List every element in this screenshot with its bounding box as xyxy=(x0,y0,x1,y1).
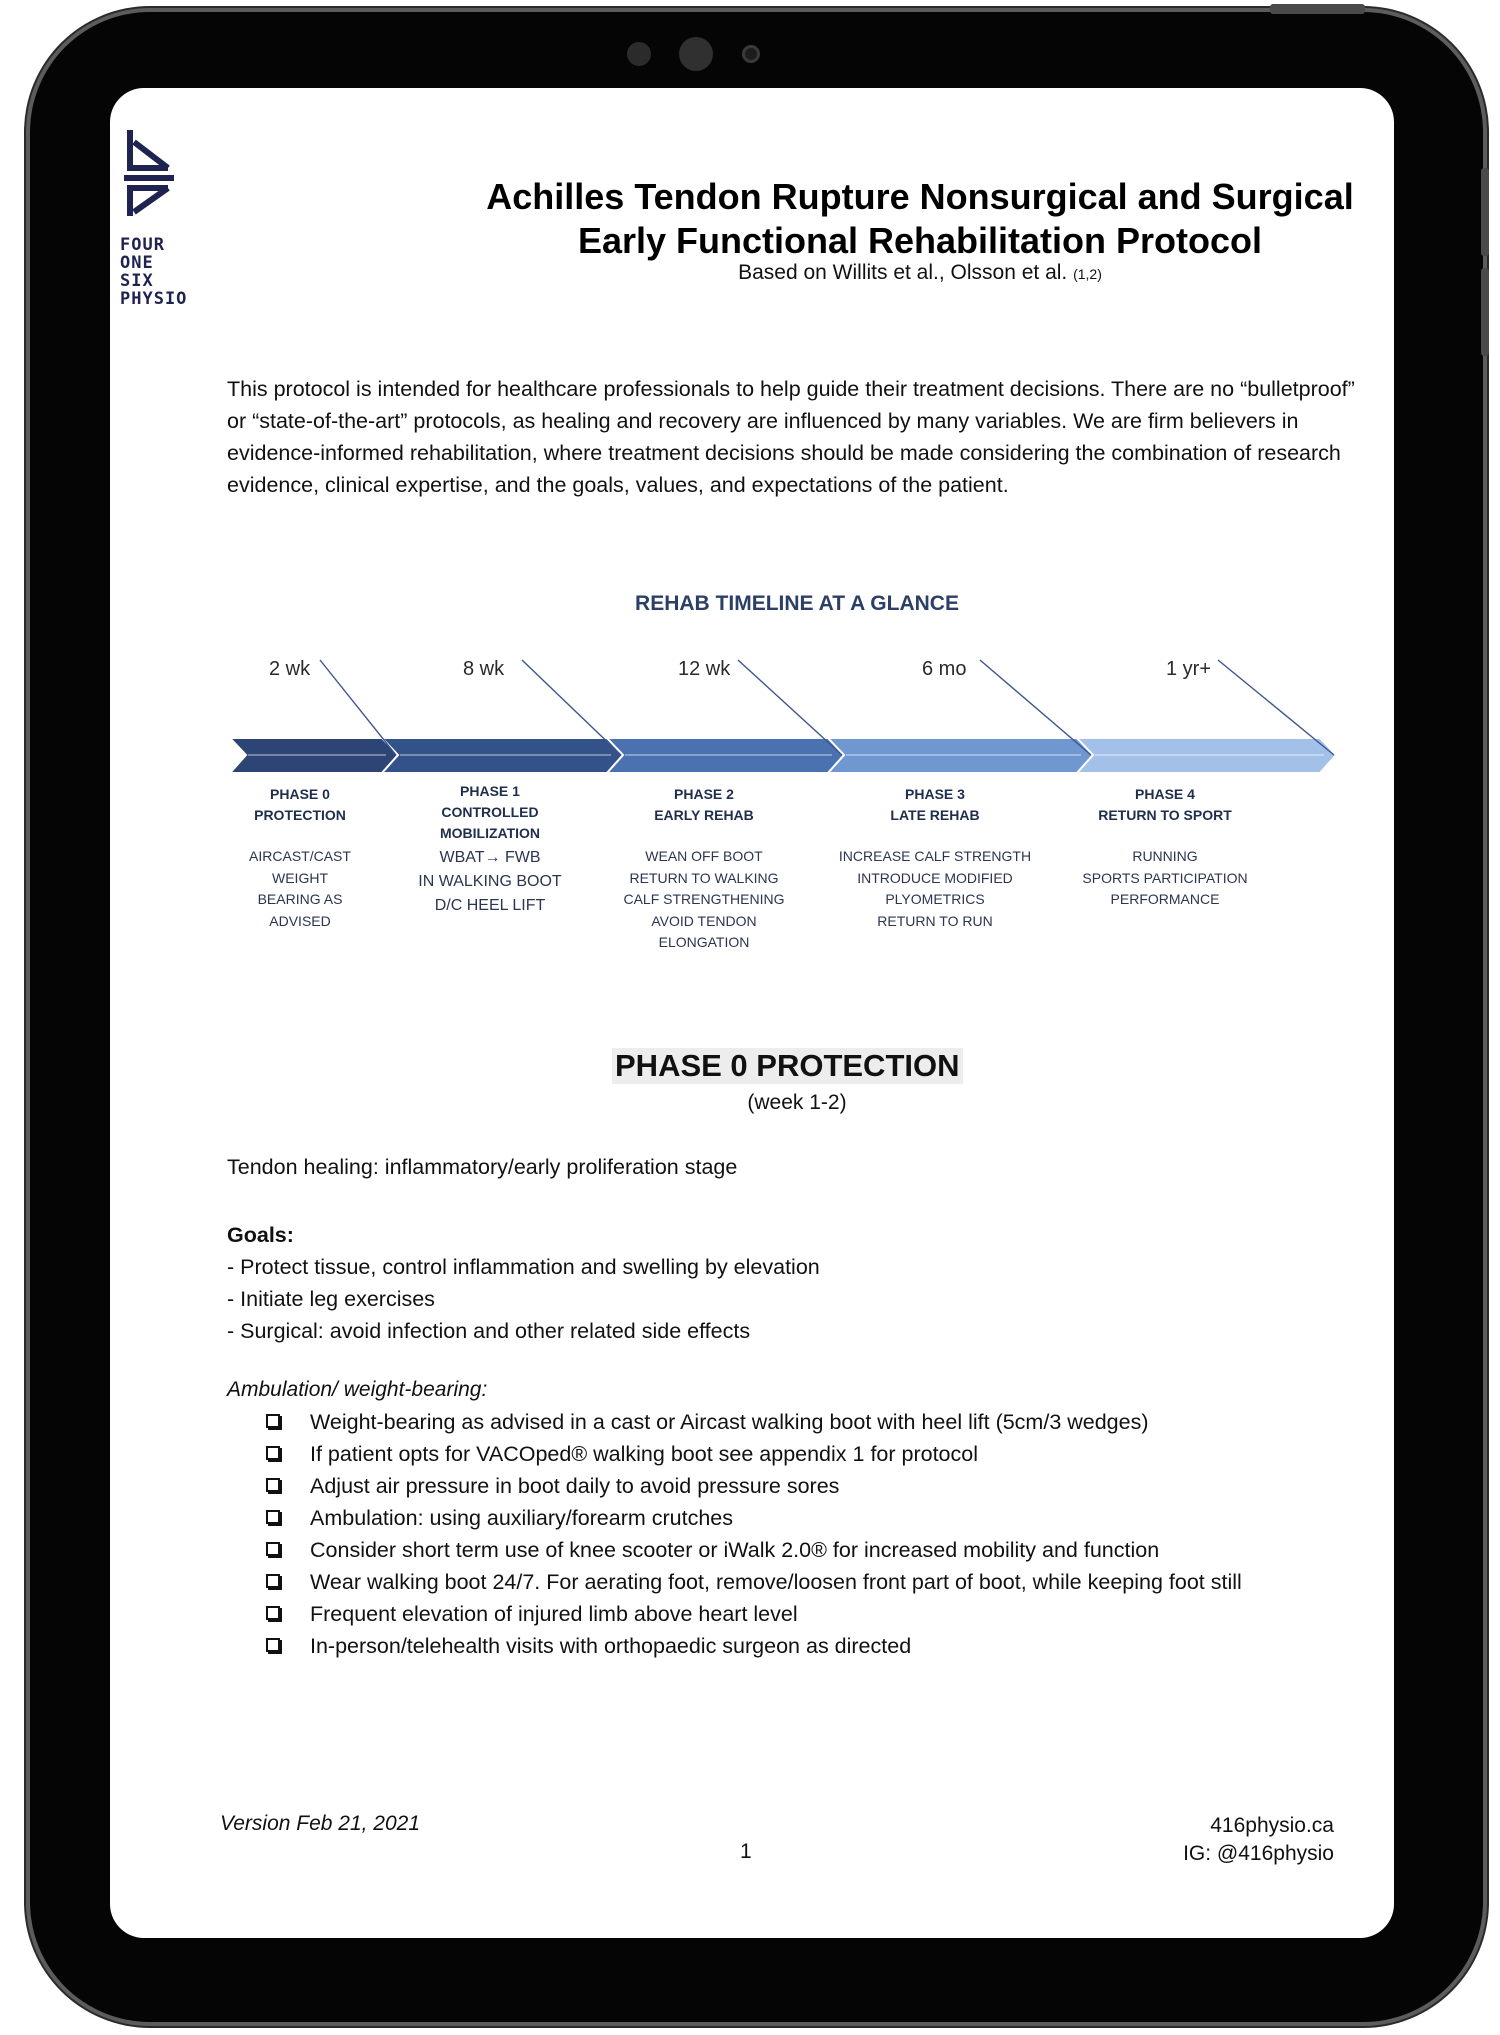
list-item-text: If patient opts for VACOped® walking boot see appendix 1 for protocol xyxy=(310,1442,979,1466)
timeline-phase-2 xyxy=(594,784,814,954)
timeline-pointer-line xyxy=(522,660,621,755)
timeline-pointer-line xyxy=(1218,660,1334,755)
footer-instagram-link[interactable]: IG: @416physio xyxy=(1183,1842,1334,1865)
logo-line: SIX xyxy=(120,271,154,291)
logo-line: PHYSIO xyxy=(120,289,188,309)
phase-desc-line: PLYOMETRICS xyxy=(885,891,985,907)
phase-desc-line: CALF STRENGTHENING xyxy=(623,891,785,907)
phase-desc-line: INTRODUCE MODIFIED xyxy=(857,869,1013,886)
section-weeks: (week 1-2) xyxy=(747,1091,847,1114)
phase-desc-line: AIRCAST/CAST xyxy=(249,848,351,864)
checkbox-icon xyxy=(266,1574,280,1588)
goal-item: - Initiate leg exercises xyxy=(227,1287,435,1311)
timeline-segment xyxy=(1077,738,1336,773)
camera-icon xyxy=(679,37,713,71)
timeline-segment xyxy=(607,738,844,773)
subtitle-reference: (1,2) xyxy=(1073,266,1102,282)
footer-contact xyxy=(1183,1812,1334,1868)
timeline-heading: REHAB TIMELINE AT A GLANCE xyxy=(635,592,959,615)
document-title-line-2: Early Functional Rehabilitation Protocol xyxy=(577,220,1263,261)
phase-subtitle: MOBILIZATION xyxy=(439,825,541,841)
checkbox-icon xyxy=(266,1446,280,1460)
list-item-text: Frequent elevation of injured limb above heart level xyxy=(310,1602,798,1626)
list-item xyxy=(266,1438,1242,1470)
phase-desc-line: WBAT→ FWB xyxy=(439,849,541,866)
volume-down-button xyxy=(1481,268,1489,356)
goals-heading: Goals: xyxy=(227,1223,294,1247)
phase-name: PHASE 2 xyxy=(674,786,734,802)
phase-subtitle: RETURN TO SPORT xyxy=(1098,807,1232,823)
phase-desc-line: PERFORMANCE xyxy=(1110,891,1220,907)
phase-name: PHASE 4 xyxy=(1135,786,1195,802)
phase-desc-line: AVOID TENDON xyxy=(651,912,757,929)
list-item-text: Wear walking boot 24/7. For aerating foot, remove/loosen front part of boot, while keeping foot still xyxy=(310,1570,1242,1594)
timeline-segment xyxy=(828,738,1093,773)
phase-subtitle: PROTECTION xyxy=(254,807,346,823)
timeline-phase-4 xyxy=(1050,784,1280,911)
list-item xyxy=(266,1566,1242,1598)
document-title-line-1: Achilles Tendon Rupture Nonsurgical and Surgical xyxy=(486,176,1354,217)
checkbox-icon xyxy=(266,1510,280,1524)
checkbox-icon xyxy=(266,1542,280,1556)
healing-stage: Tendon healing: inflammatory/early proliferation stage xyxy=(227,1155,738,1179)
list-item-text: Adjust air pressure in boot daily to avoid pressure sores xyxy=(310,1474,840,1498)
goal-item: - Surgical: avoid infection and other related side effects xyxy=(227,1319,751,1343)
ambulation-heading: Ambulation/ weight-bearing: xyxy=(227,1378,488,1401)
timeline-time-label: 12 wk xyxy=(678,658,731,680)
list-item-text: In-person/telehealth visits with orthopaedic surgeon as directed xyxy=(310,1634,912,1658)
phase-name: PHASE 0 xyxy=(270,786,330,802)
list-item xyxy=(266,1598,1242,1630)
logo-mark-icon xyxy=(120,128,180,218)
timeline-segment xyxy=(230,738,398,773)
logo-line: ONE xyxy=(120,253,154,273)
logo-line: FOUR xyxy=(120,235,165,255)
camera-lens-icon xyxy=(742,45,760,63)
phase-subtitle: EARLY REHAB xyxy=(654,807,754,823)
checkbox-icon xyxy=(266,1606,280,1620)
timeline-phase-0 xyxy=(200,784,400,932)
phase-desc-line: INCREASE CALF STRENGTH xyxy=(838,848,1032,864)
phase-name: PHASE 3 xyxy=(905,786,965,802)
timeline-phase-3 xyxy=(810,784,1060,932)
goal-item: - Protect tissue, control inflammation and swelling by elevation xyxy=(227,1255,820,1279)
intro-paragraph: This protocol is intended for healthcare professionals to help guide their treatment decisions. There are no “bulletproof” or “state-of-the-art” protocols, as healing and recovery are influenced by many variables. We are firm believers in evidence-informed rehabilitation, where treatment decisions should be made considering the combination of research evidence, clinical expertise, and the goals, values, and expectations of the patient. xyxy=(227,377,1355,497)
footer-version: Version Feb 21, 2021 xyxy=(220,1812,421,1835)
phase-subtitle: CONTROLLED xyxy=(441,804,539,820)
timeline-time-label: 1 yr+ xyxy=(1166,658,1212,680)
phase-desc-line: RUNNING xyxy=(1132,848,1198,864)
phase-desc-line: IN WALKING BOOT xyxy=(418,873,562,890)
phase-desc-line: RETURN TO WALKING xyxy=(629,869,779,886)
timeline-segment xyxy=(382,738,623,773)
phase-subtitle: LATE REHAB xyxy=(890,807,980,823)
subtitle-text: Based on Willits et al., Olsson et al. xyxy=(738,261,1068,284)
list-item xyxy=(266,1534,1242,1566)
phase-desc-line: RETURN TO RUN xyxy=(877,912,993,929)
list-item-text: Consider short term use of knee scooter or iWalk 2.0® for increased mobility and function xyxy=(310,1538,1160,1562)
list-item-text: Ambulation: using auxiliary/forearm crutches xyxy=(310,1506,734,1530)
sensor-icon xyxy=(627,42,651,66)
checkbox-icon xyxy=(266,1478,280,1492)
timeline-pointer-line xyxy=(738,660,842,755)
phase-desc-line: SPORTS PARTICIPATION xyxy=(1082,869,1248,886)
list-item xyxy=(266,1406,1242,1438)
timeline-time-label: 2 wk xyxy=(269,658,311,680)
timeline-pointer-line xyxy=(320,660,396,755)
checkbox-icon xyxy=(266,1638,280,1652)
footer-website-link[interactable]: 416physio.ca xyxy=(1210,1814,1334,1837)
timeline-time-label: 6 mo xyxy=(922,658,967,680)
logo xyxy=(120,128,220,308)
timeline-time-label: 8 wk xyxy=(463,658,505,680)
goals-block xyxy=(227,1219,820,1347)
phase-desc-line: WEAN OFF BOOT xyxy=(645,848,763,864)
timeline-pointer-line xyxy=(980,660,1091,755)
ambulation-list xyxy=(266,1406,1242,1662)
list-item xyxy=(266,1470,1242,1502)
phase-desc-line: ELONGATION xyxy=(658,934,750,950)
section-title: PHASE 0 PROTECTION xyxy=(612,1048,963,1084)
document-subtitle xyxy=(360,261,1394,285)
power-button xyxy=(1270,4,1365,14)
page-number: 1 xyxy=(740,1840,752,1863)
phase-desc-line: WEIGHT xyxy=(272,869,328,886)
phase-desc-line: BEARING AS xyxy=(257,891,343,907)
timeline-phase-1 xyxy=(380,781,600,918)
phase-desc-line: ADVISED xyxy=(269,912,331,929)
volume-up-button xyxy=(1481,168,1489,256)
document-page[interactable] xyxy=(110,88,1394,1938)
phase-name: PHASE 1 xyxy=(460,783,520,799)
list-item xyxy=(266,1502,1242,1534)
checkbox-icon xyxy=(266,1414,280,1428)
phase-desc-line: D/C HEEL LIFT xyxy=(434,897,546,914)
list-item xyxy=(266,1630,1242,1662)
list-item-text: Weight-bearing as advised in a cast or Aircast walking boot with heel lift (5cm/3 wedges) xyxy=(310,1410,1149,1434)
